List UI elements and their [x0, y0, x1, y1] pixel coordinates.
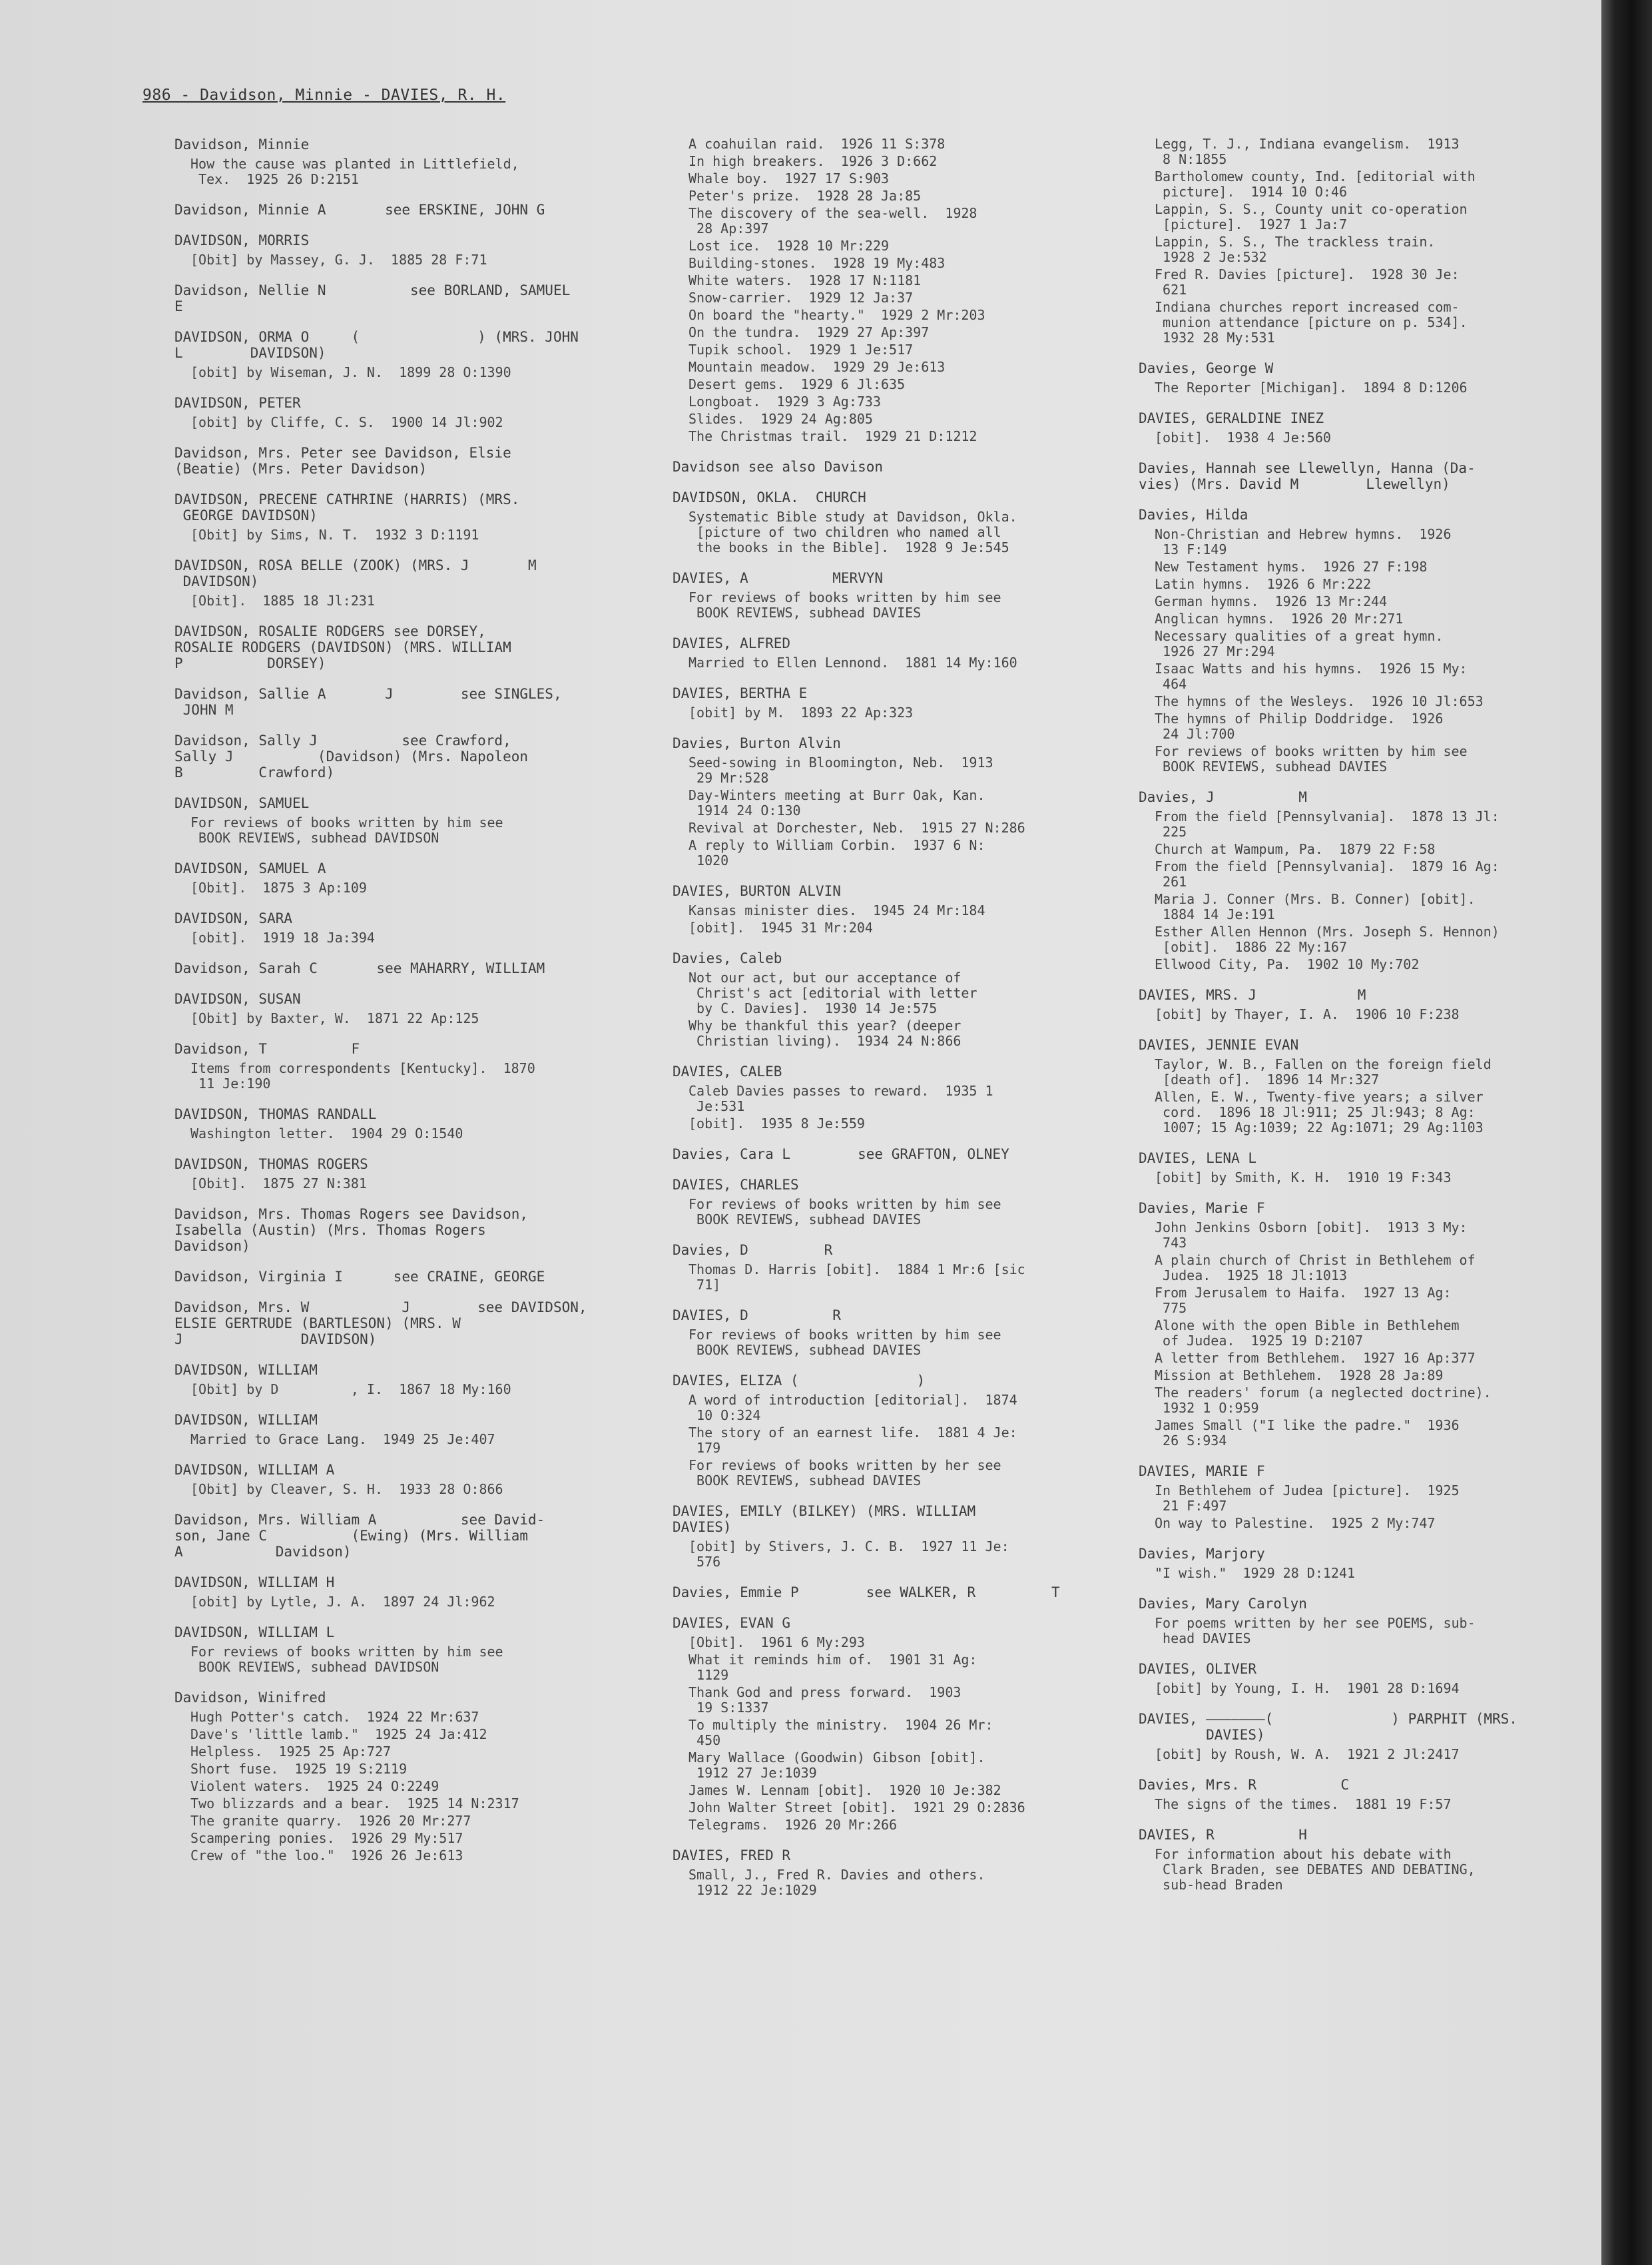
index-entry: [1139, 1711, 1565, 1762]
entry-heading: Davidson, Mrs. William A see David- son, Jane C (Ewing) (Mrs. William A Davidson): [174, 1512, 545, 1560]
entry-citation: A plain church of Christ in Bethlehem of Judea. 1925 18 Jl:1013: [1155, 1252, 1476, 1283]
index-entry: [673, 1177, 1125, 1227]
index-column-1: [174, 137, 627, 1878]
entry-citation: For reviews of books written by her see BOOK REVIEWS, subhead DAVIES: [688, 1457, 1001, 1488]
entry-citation: Snow-carrier. 1929 12 Ja:37: [688, 290, 914, 306]
entry-citation: The hymns of the Wesleys. 1926 10 Jl:653: [1155, 693, 1484, 709]
entry-citation: Washington letter. 1904 29 O:1540: [190, 1126, 463, 1141]
index-entry: [174, 623, 627, 671]
index-entry: [673, 1584, 1125, 1600]
page-header: 986 - Davidson, Minnie - DAVIES, R. H.: [142, 87, 506, 104]
index-entry: [174, 960, 627, 976]
entry-citation: Violent waters. 1925 24 O:2249: [190, 1778, 439, 1794]
entry-heading: DAVIES, BURTON ALVIN: [673, 883, 841, 899]
index-entry: [174, 557, 627, 609]
entry-citation: The Christmas trail. 1929 21 D:1212: [688, 428, 977, 444]
index-entry: [174, 1412, 627, 1447]
index-entry: [1139, 1827, 1565, 1893]
entry-citation: Hugh Potter's catch. 1924 22 Mr:637: [190, 1709, 479, 1725]
entry-citation: John Jenkins Osborn [obit]. 1913 3 My: 743: [1155, 1219, 1468, 1251]
entry-heading: DAVIDSON, ROSALIE RODGERS see DORSEY, ROSALIE RODGERS (DAVIDSON) (MRS. WILLIAM P DORSEY): [174, 623, 511, 671]
entry-citation: To multiply the ministry. 1904 26 Mr: 450: [688, 1717, 993, 1748]
index-entry: [1139, 410, 1565, 446]
entry-citation: A coahuilan raid. 1926 11 S:378: [688, 136, 946, 152]
index-entry: [174, 1269, 627, 1285]
index-entry: [673, 685, 1125, 721]
entry-citation: Church at Wampum, Pa. 1879 22 F:58: [1155, 841, 1436, 857]
entry-citation: Desert gems. 1929 6 Jl:635: [688, 376, 906, 392]
index-entry: [174, 232, 627, 268]
entry-citation: Small, J., Fred R. Davies and others. 1912 22 Je:1029: [688, 1867, 985, 1898]
entry-citation: Why be thankful this year? (deeper Christian living). 1934 24 N:866: [688, 1018, 962, 1049]
entry-citation: For reviews of books written by him see BOOK REVIEWS, subhead DAVIES: [688, 589, 1001, 621]
index-entry: [1139, 789, 1565, 972]
entry-heading: DAVIDSON, WILLIAM H: [174, 1574, 335, 1590]
entry-citation: Esther Allen Hennon (Mrs. Joseph S. Hennon) [obit]. 1886 22 My:167: [1155, 924, 1500, 955]
index-entry: [673, 1064, 1125, 1132]
entry-citation: [Obit] by Massey, G. J. 1885 28 F:71: [190, 252, 487, 268]
entry-citation: [Obit] by D , I. 1867 18 My:160: [190, 1381, 511, 1397]
entry-citation: Helpless. 1925 25 Ap:727: [190, 1744, 392, 1760]
entry-citation: Thank God and press forward. 1903 19 S:1337: [688, 1684, 962, 1716]
index-entry: [174, 445, 627, 477]
entry-heading: Davidson, Minnie A see ERSKINE, JOHN G: [174, 202, 545, 218]
index-entry: [174, 1690, 627, 1863]
index-entry: [174, 991, 627, 1026]
entry-heading: DAVIDSON, WILLIAM: [174, 1412, 318, 1428]
entry-heading: DAVIES, OLIVER: [1139, 1661, 1257, 1677]
index-entry: [673, 459, 1125, 475]
entry-citation: Latin hymns. 1926 6 Mr:222: [1155, 576, 1372, 592]
entry-citation: Ellwood City, Pa. 1902 10 My:702: [1155, 956, 1420, 972]
entry-citation: Allen, E. W., Twenty-five years; a silver cord. 1896 18 Jl:911; 25 Jl:943; 8 Ag: 1007; 15 Ag:1039; 22 Ag:1071; 29 Ag:1103: [1155, 1089, 1484, 1135]
index-entry: [1139, 1150, 1565, 1185]
entry-heading: DAVIES, A MERVYN: [673, 570, 884, 586]
entry-citation: James Small ("I like the padre." 1936 26 S:934: [1155, 1417, 1460, 1449]
entry-heading: Davies, D R: [673, 1242, 833, 1258]
index-entry: [174, 1299, 627, 1347]
entry-heading: Davidson, Sally J see Crawford, Sally J (Davidson) (Mrs. Napoleon B Crawford): [174, 733, 529, 781]
entry-citation: What it reminds him of. 1901 31 Ag: 1129: [688, 1652, 977, 1683]
entry-heading: DAVIES, MRS. J M: [1139, 987, 1366, 1003]
entry-citation: [Obit]. 1885 18 Jl:231: [190, 593, 375, 609]
entry-citation: The Reporter [Michigan]. 1894 8 D:1206: [1155, 380, 1468, 396]
entry-citation: A reply to William Corbin. 1937 6 N: 1020: [688, 837, 985, 868]
index-entry: [673, 1373, 1125, 1488]
index-entry: [673, 1242, 1125, 1293]
entry-heading: Davies, Hannah see Llewellyn, Hanna (Da- vies) (Mrs. David M Llewellyn): [1139, 460, 1476, 492]
entry-citation: A word of introduction [editorial]. 1874 10 O:324: [688, 1392, 1017, 1423]
entry-citation: John Walter Street [obit]. 1921 29 O:2836: [688, 1799, 1025, 1815]
entry-citation: Day-Winters meeting at Burr Oak, Kan. 1914 24 O:130: [688, 787, 985, 818]
entry-heading: Davies, Marjory: [1139, 1546, 1265, 1562]
index-entry: [1139, 1777, 1565, 1812]
entry-citation: [obit] by Cliffe, C. S. 1900 14 Jl:902: [190, 414, 503, 430]
entry-heading: Davies, George W: [1139, 360, 1274, 376]
entry-citation: Kansas minister dies. 1945 24 Mr:184: [688, 902, 985, 918]
entry-citation: Peter's prize. 1928 28 Ja:85: [688, 188, 922, 204]
index-entry: [174, 1462, 627, 1497]
entry-citation: Mary Wallace (Goodwin) Gibson [obit]. 1912 27 Je:1039: [688, 1750, 985, 1781]
index-column-3: [1139, 137, 1565, 1907]
index-entry: [673, 137, 1125, 444]
entry-citation: How the cause was planted in Littlefield, Tex. 1925 26 D:2151: [190, 156, 519, 187]
entry-citation: Tupik school. 1929 1 Je:517: [688, 342, 914, 358]
entry-citation: [obit]. 1938 4 Je:560: [1155, 430, 1331, 446]
entry-citation: [obit] by Roush, W. A. 1921 2 Jl:2417: [1155, 1746, 1460, 1762]
entry-heading: DAVIES, R H: [1139, 1827, 1307, 1843]
entry-citation: Necessary qualities of a great hymn. 1926 27 Mr:294: [1155, 628, 1444, 659]
entry-citation: Revival at Dorchester, Neb. 1915 27 N:286: [688, 820, 1025, 836]
entry-heading: Davidson, Sarah C see MAHARRY, WILLIAM: [174, 960, 545, 976]
entry-heading: Davies, J M: [1139, 789, 1307, 805]
entry-heading: Davidson, Sallie A J see SINGLES, JOHN M: [174, 686, 562, 718]
entry-citation: Thomas D. Harris [obit]. 1884 1 Mr:6 [sic 71]: [688, 1261, 1025, 1293]
entry-citation: [obit] by Thayer, I. A. 1906 10 F:238: [1155, 1006, 1460, 1022]
entry-citation: On the tundra. 1929 27 Ap:397: [688, 324, 930, 340]
entry-citation: Isaac Watts and his hymns. 1926 15 My: 464: [1155, 661, 1468, 692]
entry-heading: DAVIES, EMILY (BILKEY) (MRS. WILLIAM DAVIES): [673, 1503, 976, 1535]
entry-heading: Davies, Cara L see GRAFTON, OLNEY: [673, 1146, 1009, 1162]
index-entry: [174, 1156, 627, 1191]
entry-citation: Lappin, S. S., County unit co-operation [picture]. 1927 1 Ja:7: [1155, 201, 1468, 232]
entry-heading: Davies, Mrs. R C: [1139, 1777, 1350, 1793]
entry-citation: [obit]. 1945 31 Mr:204: [688, 920, 873, 936]
index-entry: [174, 1362, 627, 1397]
entry-heading: Davidson, Nellie N see BORLAND, SAMUEL E: [174, 282, 571, 314]
entry-citation: Legg, T. J., Indiana evangelism. 1913 8 N:1855: [1155, 136, 1460, 167]
entry-citation: For poems written by her see POEMS, sub- head DAVIES: [1155, 1615, 1476, 1646]
entry-citation: Caleb Davies passes to reward. 1935 1 Je:531: [688, 1083, 993, 1114]
index-entry: [174, 686, 627, 718]
index-entry: [174, 329, 627, 380]
entry-heading: DAVIDSON, SARA: [174, 910, 293, 926]
entry-heading: DAVIDSON, OKLA. CHURCH: [673, 489, 866, 505]
index-entry: [174, 1106, 627, 1141]
index-entry: [1139, 460, 1565, 492]
entry-heading: DAVIES, BERTHA E: [673, 685, 808, 701]
index-entry: [174, 1624, 627, 1675]
index-entry: [673, 1615, 1125, 1833]
index-entry: [1139, 987, 1565, 1022]
index-entry: [174, 860, 627, 896]
entry-citation: [Obit] by Baxter, W. 1871 22 Ap:125: [190, 1010, 479, 1026]
entry-heading: DAVIDSON, SAMUEL A: [174, 860, 326, 876]
entry-citation: Two blizzards and a bear. 1925 14 N:2317: [190, 1795, 519, 1811]
entry-citation: For reviews of books written by him see BOOK REVIEWS, subhead DAVIES: [1155, 743, 1468, 775]
index-entry: [673, 735, 1125, 868]
index-entry: [174, 910, 627, 946]
entry-citation: Taylor, W. B., Fallen on the foreign field [death of]. 1896 14 Mr:327: [1155, 1056, 1492, 1088]
entry-heading: Davidson, Mrs. Peter see Davidson, Elsie (Beatie) (Mrs. Peter Davidson): [174, 445, 511, 477]
index-entry: [1139, 1463, 1565, 1531]
entry-citation: New Testament hyms. 1926 27 F:198: [1155, 559, 1428, 575]
index-entry: [174, 795, 627, 846]
entry-citation: The readers' forum (a neglected doctrine). 1932 1 O:959: [1155, 1385, 1492, 1416]
entry-heading: DAVIDSON, THOMAS ROGERS: [174, 1156, 368, 1172]
entry-citation: Lappin, S. S., The trackless train. 1928 2 Je:532: [1155, 234, 1436, 265]
index-entry: [673, 1847, 1125, 1898]
entry-citation: The discovery of the sea-well. 1928 28 Ap:397: [688, 205, 977, 236]
entry-citation: German hymns. 1926 13 Mr:244: [1155, 593, 1388, 609]
index-entry: [174, 733, 627, 781]
entry-citation: For reviews of books written by him see BOOK REVIEWS, subhead DAVIDSON: [190, 814, 503, 846]
entry-citation: Indiana churches report increased com- munion attendance [picture on p. 534]. 1932 28 My:531: [1155, 299, 1468, 346]
entry-citation: [obit]. 1935 8 Je:559: [688, 1116, 865, 1132]
index-entry: [673, 950, 1125, 1049]
index-entry: [174, 491, 627, 543]
entry-heading: DAVIDSON, SUSAN: [174, 991, 301, 1007]
entry-heading: DAVIES, CALEB: [673, 1064, 782, 1080]
entry-citation: "I wish." 1929 28 D:1241: [1155, 1565, 1356, 1581]
entry-citation: Mountain meadow. 1929 29 Je:613: [688, 359, 946, 375]
entry-citation: Short fuse. 1925 19 S:2119: [190, 1761, 408, 1777]
index-entry: [174, 1041, 627, 1092]
entry-heading: DAVIDSON, WILLIAM L: [174, 1624, 335, 1640]
entry-citation: Maria J. Conner (Mrs. B. Conner) [obit]. 1884 14 Je:191: [1155, 891, 1476, 922]
index-entry: [174, 202, 627, 218]
book-spine-shadow: [1601, 0, 1652, 2265]
entry-citation: [Obit]. 1961 6 My:293: [688, 1634, 865, 1650]
entry-heading: DAVIDSON, PRECENE CATHRINE (HARRIS) (MRS. GEORGE DAVIDSON): [174, 491, 520, 523]
index-entry: [1139, 1546, 1565, 1581]
entry-citation: Systematic Bible study at Davidson, Okla. [picture of two children who named all the books in the Bible]. 1928 9 Je:545: [688, 509, 1017, 555]
entry-citation: The granite quarry. 1926 20 Mr:277: [190, 1813, 471, 1829]
entry-citation: [obit] by Young, I. H. 1901 28 D:1694: [1155, 1680, 1460, 1696]
entry-heading: Davidson, Minnie: [174, 137, 310, 153]
entry-heading: Davies, Caleb: [673, 950, 782, 966]
entry-citation: Non-Christian and Hebrew hymns. 1926 13 F:149: [1155, 526, 1452, 557]
entry-heading: Davies, Burton Alvin: [673, 735, 841, 751]
entry-heading: DAVIDSON, ROSA BELLE (ZOOK) (MRS. J M DAVIDSON): [174, 557, 537, 589]
entry-citation: Alone with the open Bible in Bethlehem of Judea. 1925 19 D:2107: [1155, 1317, 1460, 1349]
entry-citation: White waters. 1928 17 N:1181: [688, 272, 922, 288]
entry-citation: Dave's 'little lamb." 1925 24 Ja:412: [190, 1726, 487, 1742]
entry-citation: Married to Grace Lang. 1949 25 Je:407: [190, 1431, 495, 1447]
entry-citation: Bartholomew county, Ind. [editorial with picture]. 1914 10 O:46: [1155, 168, 1476, 200]
entry-citation: [Obit]. 1875 27 N:381: [190, 1175, 367, 1191]
entry-heading: Davidson see also Davison: [673, 459, 884, 475]
index-entry: [1139, 360, 1565, 396]
entry-heading: DAVIDSON, WILLIAM A: [174, 1462, 335, 1478]
index-entry: [174, 1512, 627, 1560]
entry-heading: DAVIDSON, THOMAS RANDALL: [174, 1106, 377, 1122]
entry-citation: Scampering ponies. 1926 29 My:517: [190, 1830, 463, 1846]
entry-citation: Fred R. Davies [picture]. 1928 30 Je: 621: [1155, 266, 1460, 298]
entry-citation: The hymns of Philip Doddridge. 1926 24 Jl:700: [1155, 711, 1444, 742]
index-entry: [1139, 1037, 1565, 1135]
entry-citation: For reviews of books written by him see BOOK REVIEWS, subhead DAVIDSON: [190, 1644, 503, 1675]
entry-heading: DAVIDSON, MORRIS: [174, 232, 310, 248]
entry-citation: [Obit] by Cleaver, S. H. 1933 28 O:866: [190, 1481, 503, 1497]
entry-heading: Davies, Marie F: [1139, 1200, 1265, 1216]
index-entry: [673, 489, 1125, 555]
entry-citation: Slides. 1929 24 Ag:805: [688, 411, 873, 427]
entry-heading: DAVIES, EVAN G: [673, 1615, 791, 1631]
entry-citation: [obit] by Smith, K. H. 1910 19 F:343: [1155, 1169, 1452, 1185]
index-entry: [1139, 507, 1565, 775]
entry-citation: Items from correspondents [Kentucky]. 1870 11 Je:190: [190, 1060, 535, 1092]
entry-heading: Davidson, Winifred: [174, 1690, 326, 1706]
entry-citation: For reviews of books written by him see BOOK REVIEWS, subhead DAVIES: [688, 1327, 1001, 1358]
entry-citation: Lost ice. 1928 10 Mr:229: [688, 238, 890, 254]
index-entry: [673, 883, 1125, 936]
entry-heading: DAVIES, LENA L: [1139, 1150, 1257, 1166]
entry-heading: DAVIDSON, ORMA O ( ) (MRS. JOHN L DAVIDSON): [174, 329, 579, 361]
index-entry: [673, 1307, 1125, 1358]
index-entry: [174, 1206, 627, 1254]
entry-citation: James W. Lennam [obit]. 1920 10 Je:382: [688, 1782, 1001, 1798]
entry-citation: Telegrams. 1926 20 Mr:266: [688, 1817, 898, 1833]
entry-heading: DAVIDSON, PETER: [174, 395, 301, 411]
index-entry: [1139, 1200, 1565, 1449]
entry-heading: Davidson, Mrs. Thomas Rogers see Davidson, Isabella (Austin) (Mrs. Thomas Rogers Davidson): [174, 1206, 529, 1254]
index-entry: [174, 282, 627, 314]
entry-heading: Davies, Mary Carolyn: [1139, 1596, 1307, 1612]
index-entry: [673, 1146, 1125, 1162]
entry-citation: [Obit]. 1875 3 Ap:109: [190, 880, 367, 896]
entry-heading: Davidson, T F: [174, 1041, 360, 1057]
entry-heading: Davidson, Mrs. W J see DAVIDSON, ELSIE GERTRUDE (BARTLESON) (MRS. W J DAVIDSON): [174, 1299, 587, 1347]
entry-citation: For reviews of books written by him see BOOK REVIEWS, subhead DAVIES: [688, 1196, 1001, 1227]
entry-citation: Whale boy. 1927 17 S:903: [688, 170, 890, 186]
entry-citation: [obit] by Lytle, J. A. 1897 24 Jl:962: [190, 1594, 495, 1610]
entry-heading: Davidson, Virginia I see CRAINE, GEORGE: [174, 1269, 545, 1285]
entry-citation: Crew of "the loo." 1926 26 Je:613: [190, 1847, 463, 1863]
entry-citation: In high breakers. 1926 3 D:662: [688, 153, 938, 169]
entry-heading: Davies, Hilda: [1139, 507, 1248, 523]
index-column-2: [673, 137, 1125, 1913]
entry-citation: Seed-sowing in Bloomington, Neb. 1913 29 Mr:528: [688, 755, 993, 786]
entry-citation: A letter from Bethlehem. 1927 16 Ap:377: [1155, 1350, 1476, 1366]
entry-heading: DAVIES, CHARLES: [673, 1177, 799, 1193]
entry-citation: The signs of the times. 1881 19 F:57: [1155, 1796, 1452, 1812]
entry-heading: Davies, Emmie P see WALKER, R T: [673, 1584, 1060, 1600]
entry-citation: Not our act, but our acceptance of Christ's act [editorial with letter by C. Davies]. 1930 14 Je:575: [688, 970, 977, 1016]
index-entry: [1139, 137, 1565, 346]
entry-citation: For information about his debate with Clark Braden, see DEBATES AND DEBATING, sub-head Braden: [1155, 1846, 1476, 1893]
index-entry: [673, 570, 1125, 621]
index-entry: [1139, 1596, 1565, 1646]
entry-citation: Married to Ellen Lennond. 1881 14 My:160: [688, 655, 1017, 671]
entry-heading: DAVIES, GERALDINE INEZ: [1139, 410, 1324, 426]
entry-heading: DAVIES, ELIZA ( ): [673, 1373, 926, 1389]
entry-citation: [Obit] by Sims, N. T. 1932 3 D:1191: [190, 527, 479, 543]
entry-citation: On board the "hearty." 1929 2 Mr:203: [688, 307, 985, 323]
entry-heading: DAVIDSON, SAMUEL: [174, 795, 310, 811]
entry-citation: Longboat. 1929 3 Ag:733: [688, 394, 881, 410]
index-entry: [174, 137, 627, 187]
entry-heading: DAVIES, FRED R: [673, 1847, 791, 1863]
index-entry: [174, 1574, 627, 1610]
entry-citation: On way to Palestine. 1925 2 My:747: [1155, 1515, 1436, 1531]
entry-citation: [obit] by M. 1893 22 Ap:323: [688, 705, 914, 721]
index-entry: [174, 395, 627, 430]
entry-citation: Mission at Bethlehem. 1928 28 Ja:89: [1155, 1367, 1444, 1383]
entry-heading: DAVIES, ALFRED: [673, 635, 791, 651]
entry-citation: [obit] by Stivers, J. C. B. 1927 11 Je: 576: [688, 1538, 1009, 1570]
entry-heading: DAVIES, ———————( ) PARPHIT (MRS. DAVIES): [1139, 1711, 1517, 1743]
entry-citation: Anglican hymns. 1926 20 Mr:271: [1155, 611, 1404, 627]
entry-heading: DAVIES, D R: [673, 1307, 841, 1323]
index-entry: [673, 635, 1125, 671]
entry-citation: From Jerusalem to Haifa. 1927 13 Ag: 775: [1155, 1285, 1452, 1316]
entry-citation: From the field [Pennsylvania]. 1879 16 Ag: 261: [1155, 858, 1500, 890]
entry-citation: [obit] by Wiseman, J. N. 1899 28 O:1390: [190, 364, 511, 380]
entry-heading: DAVIDSON, WILLIAM: [174, 1362, 318, 1378]
entry-citation: Building-stones. 1928 19 My:483: [688, 255, 946, 271]
index-entry: [673, 1503, 1125, 1570]
entry-citation: The story of an earnest life. 1881 4 Je: 179: [688, 1425, 1017, 1456]
index-entry: [1139, 1661, 1565, 1696]
entry-citation: [obit]. 1919 18 Ja:394: [190, 930, 375, 946]
entry-citation: In Bethlehem of Judea [picture]. 1925 21 F:497: [1155, 1482, 1460, 1514]
entry-heading: DAVIES, MARIE F: [1139, 1463, 1265, 1479]
entry-heading: DAVIES, JENNIE EVAN: [1139, 1037, 1299, 1053]
entry-citation: From the field [Pennsylvania]. 1878 13 Jl: 225: [1155, 809, 1500, 840]
